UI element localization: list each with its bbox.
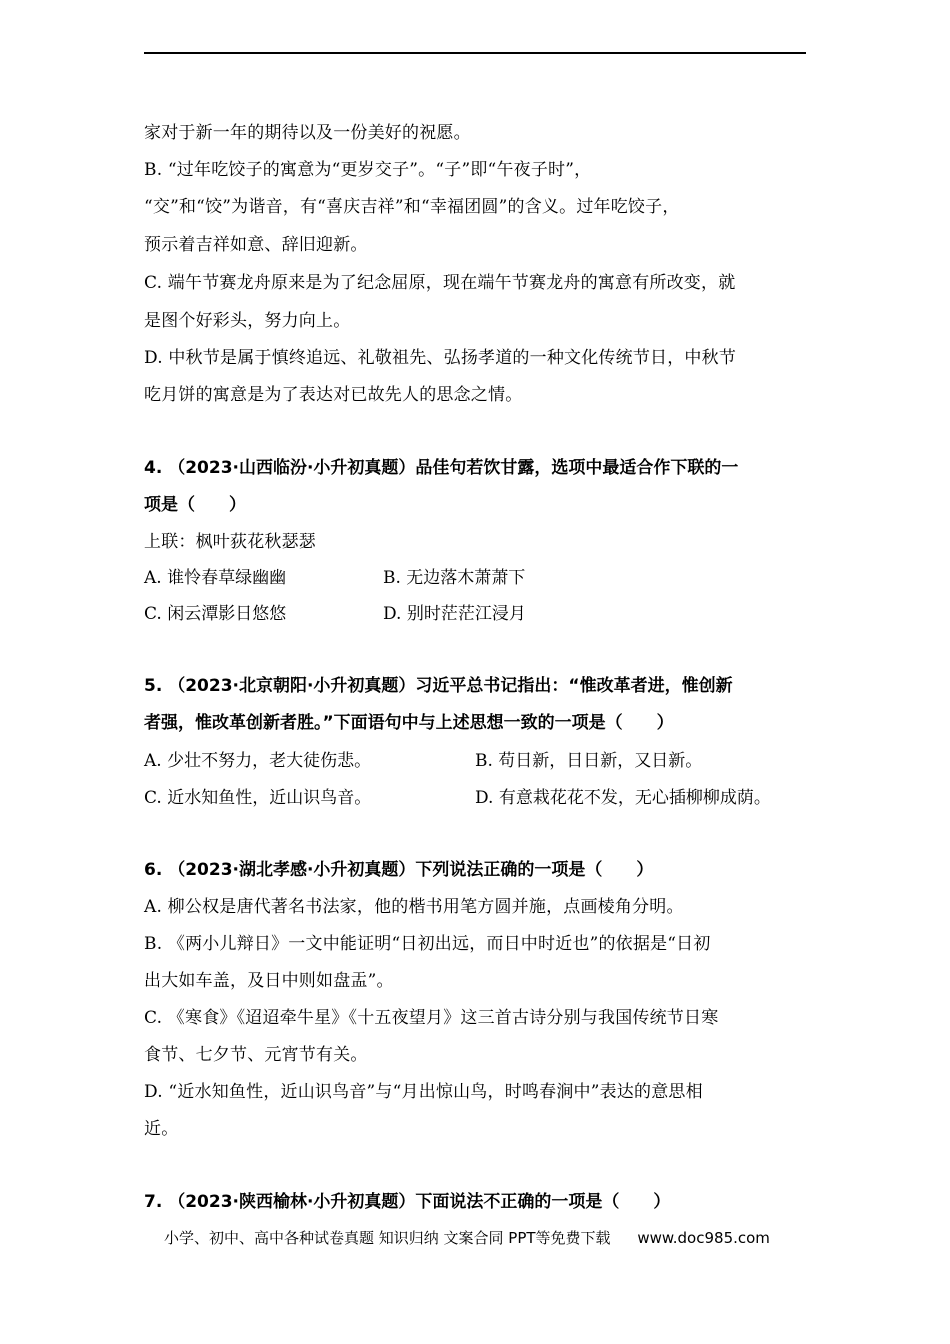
- question-5-option-b: B. 苟日新，日日新，又日新。: [475, 751, 703, 771]
- question-4-upper-couplet: 上联：枫叶荻花秋瑟瑟: [144, 532, 316, 552]
- question-6-option-b: B. 《两小儿辩日》一文中能证明“日初出远，而日中时近也”的依据是“日初: [144, 934, 711, 954]
- option-c-cont: 是图个好彩头，努力向上。: [144, 311, 351, 331]
- question-6-stem: 6. （2023·湖北孝感·小升初真题）下列说法正确的一项是（ ）: [144, 860, 654, 880]
- header-rule: [144, 52, 806, 54]
- option-b-cont: 预示着吉祥如意、辞旧迎新。: [144, 235, 368, 255]
- footer-text: 小学、初中、高中各种试卷真题 知识归纳 文案合同 PPT等免费下载: [164, 1229, 611, 1247]
- question-6-option-d: D. “近水知鱼性，近山识鸟音”与“月出惊山鸟，时鸣春涧中”表达的意思相: [144, 1082, 703, 1102]
- question-4-stem: 4. （2023·山西临汾·小升初真题）品佳句若饮甘露，选项中最适合作下联的一: [144, 458, 739, 478]
- footer-url[interactable]: www.doc985.com: [637, 1229, 770, 1247]
- question-4-option-c: C. 闲云潭影日悠悠: [144, 604, 287, 624]
- option-b: B. “过年吃饺子的寓意为“更岁交子”。“子”即“午夜子时”，: [144, 160, 592, 180]
- option-b-cont: “交”和“饺”为谐音，有“喜庆吉祥”和“幸福团圆”的含义。过年吃饺子，: [144, 197, 680, 217]
- question-6-option-d-cont: 近。: [144, 1119, 179, 1139]
- question-6-option-c-cont: 食节、七夕节、元宵节有关。: [144, 1045, 368, 1065]
- question-5-stem-cont: 者强，惟改革创新者胜。”下面语句中与上述思想一致的一项是（ ）: [144, 713, 674, 733]
- question-4-option-a: A. 谁怜春草绿幽幽: [144, 568, 287, 588]
- question-4-option-d: D. 别时茫茫江浸月: [383, 604, 526, 624]
- question-5-stem: 5. （2023·北京朝阳·小升初真题）习近平总书记指出：“惟改革者进，惟创新: [144, 676, 733, 696]
- question-5-option-a: A. 少壮不努力，老大徒伤悲。: [144, 751, 372, 771]
- prev-question-text: 家对于新一年的期待以及一份美好的祝愿。: [144, 123, 471, 143]
- question-5-option-d: D. 有意栽花花不发，无心插柳柳成荫。: [475, 788, 771, 808]
- question-4-stem-cont: 项是（ ）: [144, 495, 246, 515]
- question-6-option-c: C. 《寒食》《迢迢牵牛星》《十五夜望月》这三首古诗分别与我国传统节日寒: [144, 1008, 719, 1028]
- question-6-option-a: A. 柳公权是唐代著名书法家，他的楷书用笔方圆并施，点画棱角分明。: [144, 897, 684, 917]
- question-7-stem: 7. （2023·陕西榆林·小升初真题）下面说法不正确的一项是（ ）: [144, 1192, 671, 1212]
- page-footer: [164, 1227, 770, 1248]
- question-5-option-c: C. 近水知鱼性，近山识鸟音。: [144, 788, 372, 808]
- question-6-option-b-cont: 出大如车盖，及日中则如盘盂”。: [144, 971, 394, 991]
- option-c: C. 端午节赛龙舟原来是为了纪念屈原，现在端午节赛龙舟的寓意有所改变，就: [144, 273, 736, 293]
- option-d-cont: 吃月饼的寓意是为了表达对已故先人的思念之情。: [144, 385, 523, 405]
- option-d: D. 中秋节是属于慎终追远、礼敬祖先、弘扬孝道的一种文化传统节日，中秋节: [144, 348, 737, 368]
- question-4-option-b: B. 无边落木萧萧下: [383, 568, 526, 588]
